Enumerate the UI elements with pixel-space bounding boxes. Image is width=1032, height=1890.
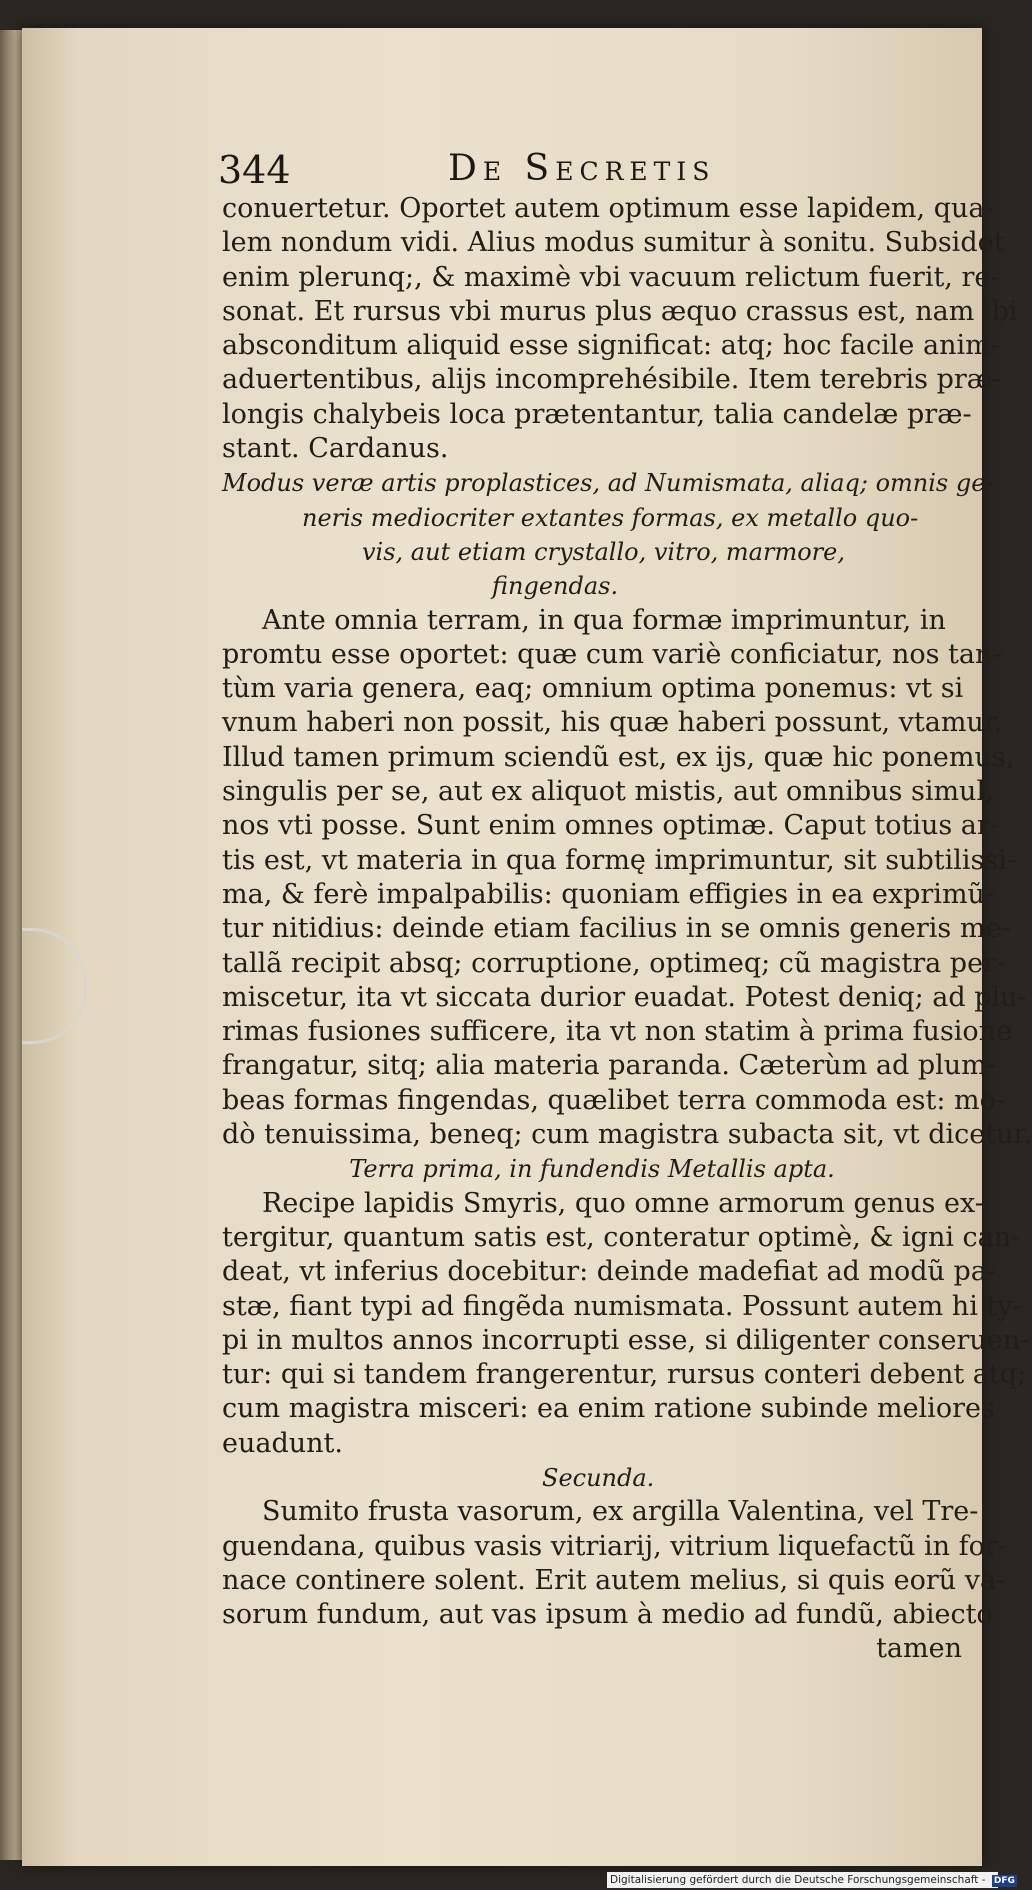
text-line: stant. Cardanus. [222, 433, 449, 465]
text-line: Illud tamen primum sciendũ est, ex ijs, quæ hic ponemus, [222, 741, 1015, 773]
text-line: promtu esse oportet: quæ cum variè conficiatur, nos tan- [222, 638, 1002, 670]
text-line: lem nondum vidi. Alius modus sumitur à sonitu. Subsidet [222, 227, 1005, 259]
dfg-logo: DFG [993, 1876, 1015, 1886]
subheading: Secunda. [542, 1463, 655, 1492]
page-text [222, 192, 1032, 1667]
text-line: singulis per se, aut ex aliquot mistis, aut omnibus simul, [222, 776, 994, 808]
catchword: tamen [876, 1633, 962, 1665]
text-line: stæ, fiant typi ad fingẽda numismata. Possunt autem hi ty- [222, 1290, 1022, 1322]
text-line: rimas fusiones sufficere, ita vt non statim à prima fusione [222, 1016, 1013, 1048]
text-line: enim plerunq;, & maximè vbi vacuum relictum fuerit, re- [222, 261, 1000, 293]
footer-text: Digitalisierung gefördert durch die Deutsche Forschungsgemeinschaft - [610, 1874, 986, 1886]
section-heading-line: Modus veræ artis proplastices, ad Numismata, aliaq; omnis ge- [222, 469, 994, 498]
text-line: deat, vt inferius docebitur: deinde madefiat ad modũ pa- [222, 1256, 997, 1288]
text-line: tis est, vt materia in qua formę imprimuntur, sit subtilissi- [222, 844, 1016, 876]
text-line: ma, & ferè impalpabilis: quoniam effigies in ea exprimũ- [222, 878, 995, 910]
text-line: Recipe lapidis Smyris, quo omne armorum genus ex- [262, 1187, 984, 1219]
text-line: nos vti posse. Sunt enim omnes optimæ. Caput totius ar- [222, 810, 999, 842]
running-head: De Secretis [448, 148, 716, 189]
page-header [218, 148, 828, 194]
text-line: vnum haberi non possit, his quæ haberi possunt, vtamur. [222, 707, 1003, 739]
text-line: guendana, quibus vasis vitriarij, vitrium liquefactũ in for- [222, 1530, 1007, 1562]
text-line: beas formas fingendas, quælibet terra commoda est: mo- [222, 1084, 1006, 1116]
text-line: absconditum aliquid esse significat: atq; hoc facile anim- [222, 330, 1000, 362]
text-line: aduertentibus, alijs incomprehésibile. Item terebris præ- [222, 364, 1002, 396]
text-line: miscetur, ita vt siccata durior euadat. Potest deniq; ad plu- [222, 981, 1027, 1013]
text-line: dò tenuissima, beneq; cum magistra subacta sit, vt dicetur. [222, 1119, 1032, 1151]
text-line: tallã recipit absq; corruptione, optimeq; cũ magistra per- [222, 947, 1006, 979]
text-line: Ante omnia terram, in qua formæ imprimuntur, in [262, 604, 946, 636]
section-heading-line: neris mediocriter extantes formas, ex metallo quo- [302, 503, 919, 532]
text-line: Sumito frusta vasorum, ex argilla Valentina, vel Tre- [262, 1496, 979, 1528]
text-line: tur: qui si tandem frangerentur, rursus conteri debent atq; [222, 1359, 1027, 1391]
text-line: longis chalybeis loca prætentantur, talia candelæ præ- [222, 398, 972, 430]
text-line: euadunt. [222, 1427, 343, 1459]
section-heading-line: vis, aut etiam crystallo, vitro, marmore, [362, 537, 845, 566]
digitization-footer [607, 1872, 1015, 1888]
text-line: sonat. Et rursus vbi murus plus æquo crassus est, nam ibi [222, 295, 1018, 327]
text-line: cum magistra misceri: ea enim ratione subinde meliores [222, 1393, 995, 1425]
text-line: tùm varia genera, eaq; omnium optima ponemus: vt si [222, 673, 964, 705]
text-line: frangatur, sitq; alia materia paranda. Cæterùm ad plum- [222, 1050, 996, 1082]
text-line: pi in multos annos incorrupti esse, si diligenter conseruen- [222, 1324, 1030, 1356]
text-line: nace continere solent. Erit autem melius, si quis eorũ va- [222, 1564, 1006, 1596]
section-heading-line: fingendas. [492, 572, 619, 601]
text-line: tergitur, quantum satis est, conteratur optimè, & igni can- [222, 1221, 1021, 1253]
page-number: 344 [218, 148, 291, 192]
clasp-ring [22, 928, 87, 1044]
text-line: conuertetur. Oportet autem optimum esse lapidem, qua- [222, 193, 994, 224]
subheading: Terra prima, in fundendis Metallis apta. [349, 1155, 835, 1184]
text-line: tur nitidius: deinde etiam facilius in se omnis generis me- [222, 913, 1011, 945]
text-line: sorum fundum, aut vas ipsum à medio ad fundũ, abiecto [222, 1599, 993, 1631]
